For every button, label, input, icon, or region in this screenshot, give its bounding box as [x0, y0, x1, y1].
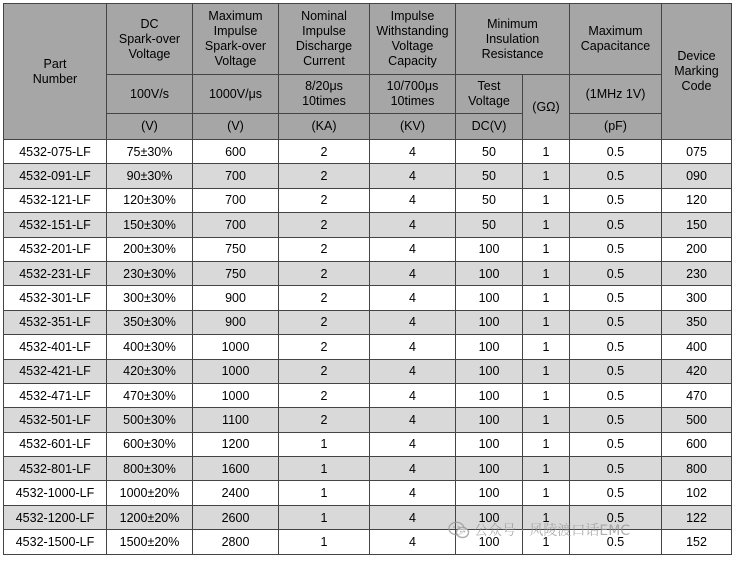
header-test-voltage: Test Voltage	[456, 75, 523, 114]
cell-discharge-current: 2	[279, 383, 370, 407]
cell-test-voltage: 100	[456, 286, 523, 310]
cell-resistance: 1	[523, 530, 570, 554]
cell-dc-voltage: 300±30%	[107, 286, 193, 310]
cell-withstand-voltage: 4	[370, 432, 456, 456]
cell-capacitance: 0.5	[570, 164, 662, 188]
header-discharge-unit: (KA)	[279, 114, 370, 140]
cell-part-number: 4532-601-LF	[4, 432, 107, 456]
header-resistance-unit: (GΩ)	[523, 75, 570, 140]
table-row	[4, 237, 732, 261]
header-insulation-resistance: Minimum Insulation Resistance	[456, 4, 570, 75]
cell-resistance: 1	[523, 237, 570, 261]
cell-marking-code: 400	[662, 335, 732, 359]
cell-part-number: 4532-151-LF	[4, 213, 107, 237]
cell-test-voltage: 50	[456, 213, 523, 237]
cell-marking-code: 230	[662, 261, 732, 285]
cell-dc-voltage: 500±30%	[107, 408, 193, 432]
cell-withstand-voltage: 4	[370, 261, 456, 285]
cell-marking-code: 120	[662, 188, 732, 212]
cell-impulse-voltage: 700	[193, 213, 279, 237]
cell-marking-code: 300	[662, 286, 732, 310]
cell-withstand-voltage: 4	[370, 286, 456, 310]
cell-capacitance: 0.5	[570, 237, 662, 261]
cell-capacitance: 0.5	[570, 505, 662, 529]
table-body	[4, 140, 732, 555]
table-row	[4, 213, 732, 237]
cell-dc-voltage: 75±30%	[107, 140, 193, 164]
cell-test-voltage: 50	[456, 164, 523, 188]
table-row	[4, 188, 732, 212]
cell-resistance: 1	[523, 457, 570, 481]
cell-capacitance: 0.5	[570, 188, 662, 212]
cell-dc-voltage: 470±30%	[107, 383, 193, 407]
cell-impulse-voltage: 2400	[193, 481, 279, 505]
header-impulse-spark-over: Maximum Impulse Spark-over Voltage	[193, 4, 279, 75]
cell-part-number: 4532-091-LF	[4, 164, 107, 188]
cell-test-voltage: 100	[456, 530, 523, 554]
cell-marking-code: 090	[662, 164, 732, 188]
cell-impulse-voltage: 1100	[193, 408, 279, 432]
cell-test-voltage: 100	[456, 335, 523, 359]
cell-dc-voltage: 1200±20%	[107, 505, 193, 529]
cell-discharge-current: 1	[279, 505, 370, 529]
cell-marking-code: 800	[662, 457, 732, 481]
cell-marking-code: 102	[662, 481, 732, 505]
cell-impulse-voltage: 1000	[193, 335, 279, 359]
cell-dc-voltage: 150±30%	[107, 213, 193, 237]
cell-test-voltage: 100	[456, 359, 523, 383]
cell-withstand-voltage: 4	[370, 383, 456, 407]
cell-impulse-voltage: 600	[193, 140, 279, 164]
watermark-text: 公众号 · 风陵渡口话EMC	[474, 523, 631, 539]
cell-dc-voltage: 200±30%	[107, 237, 193, 261]
cell-part-number: 4532-121-LF	[4, 188, 107, 212]
cell-part-number: 4532-301-LF	[4, 286, 107, 310]
cell-part-number: 4532-471-LF	[4, 383, 107, 407]
cell-test-voltage: 100	[456, 505, 523, 529]
cell-discharge-current: 2	[279, 164, 370, 188]
cell-test-voltage: 100	[456, 310, 523, 334]
cell-dc-voltage: 1000±20%	[107, 481, 193, 505]
cell-discharge-current: 2	[279, 188, 370, 212]
cell-part-number: 4532-201-LF	[4, 237, 107, 261]
cell-capacitance: 0.5	[570, 213, 662, 237]
header-max-capacitance: Maximum Capacitance	[570, 4, 662, 75]
cell-marking-code: 600	[662, 432, 732, 456]
cell-withstand-voltage: 4	[370, 335, 456, 359]
cell-resistance: 1	[523, 188, 570, 212]
cell-impulse-voltage: 900	[193, 310, 279, 334]
header-device-marking: Device Marking Code	[662, 4, 732, 140]
cell-withstand-voltage: 4	[370, 457, 456, 481]
table-row	[4, 481, 732, 505]
cell-resistance: 1	[523, 335, 570, 359]
cell-part-number: 4532-1500-LF	[4, 530, 107, 554]
cell-capacitance: 0.5	[570, 408, 662, 432]
cell-capacitance: 0.5	[570, 140, 662, 164]
cell-discharge-current: 2	[279, 261, 370, 285]
cell-withstand-voltage: 4	[370, 213, 456, 237]
cell-discharge-current: 2	[279, 359, 370, 383]
cell-marking-code: 200	[662, 237, 732, 261]
cell-capacitance: 0.5	[570, 286, 662, 310]
cell-resistance: 1	[523, 383, 570, 407]
cell-dc-voltage: 420±30%	[107, 359, 193, 383]
cell-discharge-current: 2	[279, 213, 370, 237]
cell-capacitance: 0.5	[570, 481, 662, 505]
table-row	[4, 310, 732, 334]
cell-impulse-voltage: 2600	[193, 505, 279, 529]
spec-table	[3, 3, 732, 555]
cell-marking-code: 350	[662, 310, 732, 334]
header-withstand-waveform: 10/700μs 10times	[370, 75, 456, 114]
header-part-number: Part Number	[4, 4, 107, 140]
header-dc-unit: (V)	[107, 114, 193, 140]
cell-dc-voltage: 120±30%	[107, 188, 193, 212]
cell-discharge-current: 1	[279, 457, 370, 481]
cell-resistance: 1	[523, 481, 570, 505]
header-withstanding-voltage: Impulse Withstanding Voltage Capacity	[370, 4, 456, 75]
cell-marking-code: 500	[662, 408, 732, 432]
cell-discharge-current: 2	[279, 237, 370, 261]
cell-impulse-voltage: 1000	[193, 359, 279, 383]
cell-test-voltage: 100	[456, 261, 523, 285]
header-dc-spark-over: DC Spark-over Voltage	[107, 4, 193, 75]
cell-resistance: 1	[523, 164, 570, 188]
header-capacitance-condition: (1MHz 1V)	[570, 75, 662, 114]
cell-capacitance: 0.5	[570, 432, 662, 456]
cell-dc-voltage: 1500±20%	[107, 530, 193, 554]
cell-withstand-voltage: 4	[370, 164, 456, 188]
cell-capacitance: 0.5	[570, 457, 662, 481]
cell-part-number: 4532-351-LF	[4, 310, 107, 334]
cell-resistance: 1	[523, 359, 570, 383]
cell-impulse-voltage: 750	[193, 261, 279, 285]
cell-capacitance: 0.5	[570, 359, 662, 383]
cell-impulse-voltage: 750	[193, 237, 279, 261]
header-impulse-rate: 1000V/μs	[193, 75, 279, 114]
cell-marking-code: 152	[662, 530, 732, 554]
cell-withstand-voltage: 4	[370, 505, 456, 529]
cell-test-voltage: 100	[456, 457, 523, 481]
cell-dc-voltage: 400±30%	[107, 335, 193, 359]
cell-impulse-voltage: 2800	[193, 530, 279, 554]
cell-discharge-current: 2	[279, 408, 370, 432]
cell-withstand-voltage: 4	[370, 310, 456, 334]
cell-discharge-current: 1	[279, 530, 370, 554]
cell-part-number: 4532-1000-LF	[4, 481, 107, 505]
cell-capacitance: 0.5	[570, 530, 662, 554]
table-row	[4, 359, 732, 383]
cell-part-number: 4532-401-LF	[4, 335, 107, 359]
header-dc-rate: 100V/s	[107, 75, 193, 114]
cell-dc-voltage: 800±30%	[107, 457, 193, 481]
cell-resistance: 1	[523, 310, 570, 334]
table-row	[4, 335, 732, 359]
cell-test-voltage: 100	[456, 383, 523, 407]
cell-discharge-current: 2	[279, 335, 370, 359]
cell-marking-code: 470	[662, 383, 732, 407]
table-header	[4, 4, 732, 140]
table-row	[4, 505, 732, 529]
cell-dc-voltage: 600±30%	[107, 432, 193, 456]
cell-impulse-voltage: 700	[193, 188, 279, 212]
cell-resistance: 1	[523, 408, 570, 432]
cell-discharge-current: 2	[279, 310, 370, 334]
cell-part-number: 4532-075-LF	[4, 140, 107, 164]
cell-withstand-voltage: 4	[370, 481, 456, 505]
cell-impulse-voltage: 700	[193, 164, 279, 188]
cell-part-number: 4532-501-LF	[4, 408, 107, 432]
cell-marking-code: 420	[662, 359, 732, 383]
table-row	[4, 383, 732, 407]
cell-dc-voltage: 90±30%	[107, 164, 193, 188]
cell-resistance: 1	[523, 140, 570, 164]
cell-part-number: 4532-1200-LF	[4, 505, 107, 529]
table-row	[4, 408, 732, 432]
cell-test-voltage: 100	[456, 408, 523, 432]
cell-withstand-voltage: 4	[370, 188, 456, 212]
cell-capacitance: 0.5	[570, 310, 662, 334]
cell-resistance: 1	[523, 286, 570, 310]
table-row	[4, 286, 732, 310]
cell-impulse-voltage: 1000	[193, 383, 279, 407]
cell-test-voltage: 100	[456, 481, 523, 505]
cell-resistance: 1	[523, 261, 570, 285]
header-impulse-unit: (V)	[193, 114, 279, 140]
cell-impulse-voltage: 900	[193, 286, 279, 310]
cell-withstand-voltage: 4	[370, 359, 456, 383]
cell-capacitance: 0.5	[570, 261, 662, 285]
cell-resistance: 1	[523, 432, 570, 456]
table-row	[4, 457, 732, 481]
header-test-voltage-unit: DC(V)	[456, 114, 523, 140]
table-row	[4, 140, 732, 164]
cell-part-number: 4532-231-LF	[4, 261, 107, 285]
cell-marking-code: 150	[662, 213, 732, 237]
cell-discharge-current: 1	[279, 432, 370, 456]
cell-dc-voltage: 350±30%	[107, 310, 193, 334]
cell-withstand-voltage: 4	[370, 140, 456, 164]
header-withstand-unit: (KV)	[370, 114, 456, 140]
cell-withstand-voltage: 4	[370, 408, 456, 432]
cell-test-voltage: 50	[456, 140, 523, 164]
cell-discharge-current: 2	[279, 286, 370, 310]
cell-discharge-current: 1	[279, 481, 370, 505]
header-discharge-waveform: 8/20μs 10times	[279, 75, 370, 114]
header-capacitance-unit: (pF)	[570, 114, 662, 140]
table-row	[4, 261, 732, 285]
cell-marking-code: 075	[662, 140, 732, 164]
cell-resistance: 1	[523, 505, 570, 529]
cell-discharge-current: 2	[279, 140, 370, 164]
cell-capacitance: 0.5	[570, 383, 662, 407]
cell-impulse-voltage: 1600	[193, 457, 279, 481]
table-row	[4, 530, 732, 554]
cell-impulse-voltage: 1200	[193, 432, 279, 456]
cell-part-number: 4532-421-LF	[4, 359, 107, 383]
cell-capacitance: 0.5	[570, 335, 662, 359]
cell-withstand-voltage: 4	[370, 530, 456, 554]
cell-withstand-voltage: 4	[370, 237, 456, 261]
cell-resistance: 1	[523, 213, 570, 237]
cell-test-voltage: 100	[456, 237, 523, 261]
table-row	[4, 432, 732, 456]
cell-dc-voltage: 230±30%	[107, 261, 193, 285]
cell-marking-code: 122	[662, 505, 732, 529]
header-discharge-current: Nominal Impulse Discharge Current	[279, 4, 370, 75]
cell-test-voltage: 50	[456, 188, 523, 212]
table-row	[4, 164, 732, 188]
cell-part-number: 4532-801-LF	[4, 457, 107, 481]
cell-test-voltage: 100	[456, 432, 523, 456]
